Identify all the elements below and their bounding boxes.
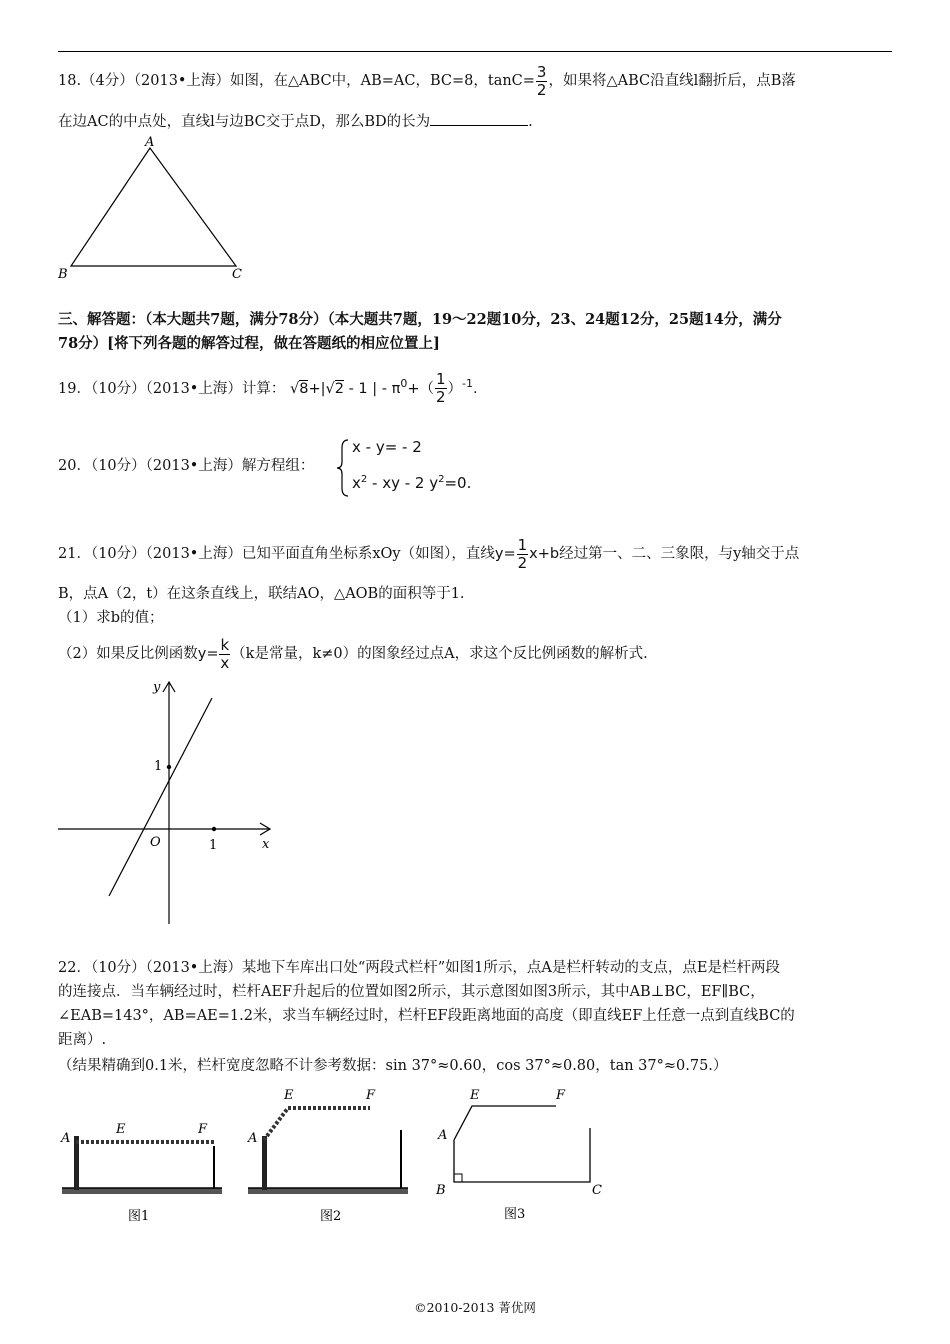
sqrt-icon: √ (325, 380, 335, 397)
right-angle-icon (454, 1174, 462, 1182)
q21-sub2-b: （k是常量，k≠0）的图象经过点A，求这个反比例函数的解析式. (231, 646, 648, 662)
q19-fraction (435, 372, 447, 405)
q21-sub1: （1）求b的值； (58, 610, 164, 626)
line-graph (109, 698, 212, 896)
triangle-abc (71, 148, 236, 266)
q20-prefix: 20．（10分）（2013•上海）解方程组： (58, 458, 315, 474)
q22-figure2 (244, 1084, 414, 1226)
fig3-label-c: C (592, 1183, 602, 1198)
fig3-barrier (454, 1106, 556, 1140)
x-tick-1: 1 (209, 838, 218, 853)
point-x1 (212, 827, 216, 831)
q21-text-b: 经过第一、二、三象限，与y轴交于点 (559, 546, 800, 562)
q18-frac-den: 2 (536, 80, 547, 99)
q20-eq2-exp1: 2 (360, 474, 368, 485)
q18-line2 (58, 111, 533, 132)
q22-figure1 (58, 1116, 233, 1228)
q19-plus: +（ (407, 380, 434, 397)
x-label: x (262, 837, 270, 852)
q18-text-a: 18.（4分）（2013•上海）如图，在△ABC中，AB=AC，BC=8，tanC= (58, 73, 535, 89)
fig3-label-f: F (556, 1088, 566, 1103)
ground-hatch (248, 1188, 408, 1194)
q22-line2: 的连接点．当车辆经过时，栏杆AEF升起后的位置如图2所示，其示意图如图3所示，其中AB⊥BC，EF∥BC， (58, 984, 765, 1000)
q19-end: . (473, 380, 478, 397)
label-a: A (145, 135, 155, 150)
fig1-label-a: A (61, 1131, 71, 1146)
q21-sub2-a: （2）如果反比例函数 (58, 646, 198, 662)
label-b: B (58, 267, 68, 282)
post-left (262, 1136, 267, 1190)
q19-sqrt2: 2 (334, 380, 344, 397)
point-y1 (167, 765, 171, 769)
q22-figure3 (430, 1082, 620, 1224)
q20-eq2-mid: - xy - 2 y (367, 474, 439, 492)
q19-exp: -1 (462, 377, 474, 390)
q21-k-over-x (219, 635, 230, 672)
q21-sub2 (58, 636, 648, 672)
q19-line (58, 366, 478, 407)
q18-answer-blank (430, 111, 528, 126)
q21-frac-den: 2 (517, 553, 528, 572)
q22-line4: 距离）. (58, 1032, 107, 1048)
fig2-label-e: E (284, 1088, 294, 1103)
q22-note: （结果精确到0.1米，栏杆宽度忽略不计参考数据：sin 37°≈0.60，cos 37°≈0.80，tan 37°≈0.75.） (58, 1058, 728, 1074)
y-tick-1: 1 (154, 759, 163, 774)
q19-expression: √8+|√2 - 1 | - $\pi^0+$（ $\frac{1}{2}$ ）$^{-1}$. (289, 370, 478, 407)
q22-line1: 22．（10分）（2013•上海）某地下车库出口处“两段式栏杆”如图1所示，点A是栏杆转动的支点，点E是栏杆两段 (58, 960, 780, 976)
y-label: y (153, 680, 161, 695)
fig1-label-e: E (116, 1122, 126, 1137)
label-c: C (232, 267, 242, 282)
q19-frac-den: 2 (436, 388, 446, 407)
q21-sub2-y: y= (197, 646, 219, 662)
q21-k: k (220, 635, 230, 654)
q21-coordinate-graph (52, 676, 282, 928)
section3-heading-line1: 三、解答题：（本大题共7题，满分78分）（本大题共7题，19～22题10分，23、24题12分，25题14分，满分 (58, 311, 782, 328)
q18-frac-num: 3 (536, 62, 547, 81)
fig2-label-a: A (248, 1131, 258, 1146)
fig3-label-e: E (470, 1088, 480, 1103)
q21-text-a: 21．（10分）（2013•上海）已知平面直角坐标系xOy（如图），直线 (58, 546, 495, 562)
fig3-label-a: A (438, 1128, 448, 1143)
fig3-label-b: B (436, 1183, 446, 1198)
fig2-caption: 图2 (320, 1209, 342, 1224)
q21-fraction (517, 535, 529, 572)
sqrt-icon: √ (289, 380, 300, 397)
post-left (74, 1136, 79, 1190)
fig2-label-f: F (366, 1088, 376, 1103)
fig1-caption: 图1 (128, 1209, 150, 1224)
q21-line1 (58, 536, 799, 572)
q20-system (336, 436, 496, 500)
q21-y-eq: y= (494, 546, 516, 562)
page-footer: ©2010-2013 菁优网 (414, 1300, 536, 1315)
ground-hatch (62, 1188, 222, 1194)
fig3-caption: 图3 (504, 1207, 526, 1222)
q20-eq2-x: x (352, 474, 361, 492)
q18-fraction (536, 62, 548, 99)
q20-eq1: x - y= - 2 (352, 438, 422, 456)
origin-label: O (150, 835, 161, 850)
header-rule (58, 51, 892, 52)
q18-triangle-figure (50, 132, 260, 282)
q19-close: ） (447, 380, 463, 397)
q21-xb: x+b (529, 546, 560, 562)
q22-line3: ∠EAB=143°，AB=AE=1.2米，求当车辆经过时，栏杆EF段距离地面的高度（即直线EF上任意一点到直线BC的 (58, 1008, 795, 1024)
q18-line1 (58, 64, 796, 98)
fig1-label-f: F (198, 1122, 208, 1137)
q18-text-c: 在边AC的中点处，直线l与边BC交于点D，那么BD的长为 (58, 114, 431, 130)
q19-pi-exp: 0 (400, 377, 408, 390)
q21-x: x (220, 653, 230, 672)
q19-prefix: 19．（10分）（2013•上海）计算： (58, 380, 286, 397)
q18-period: . (528, 114, 533, 130)
brace-icon (336, 438, 350, 498)
q19-frac-num: 1 (436, 370, 446, 389)
q19-sqrt8: 8 (299, 380, 309, 397)
q21-line2: B，点A（2，t）在这条直线上，联结AO，△AOB的面积等于1. (58, 586, 465, 602)
q20-eq2-end: =0 (444, 474, 467, 492)
section3-heading-line2: 78分）[将下列各题的解答过程，做在答题纸的相应位置上] (58, 335, 440, 352)
q20-period: . (466, 474, 472, 492)
q20-eq2 (352, 474, 471, 492)
q19-middle: - 1 | - π (348, 380, 401, 397)
q20-eq2-exp2: 2 (438, 474, 445, 485)
q18-text-b: ，如果将△ABC沿直线l翻折后，点B落 (548, 73, 796, 89)
barrier-arm-ae (264, 1108, 288, 1140)
q21-frac-num: 1 (517, 535, 528, 554)
fig3-base (454, 1128, 590, 1182)
